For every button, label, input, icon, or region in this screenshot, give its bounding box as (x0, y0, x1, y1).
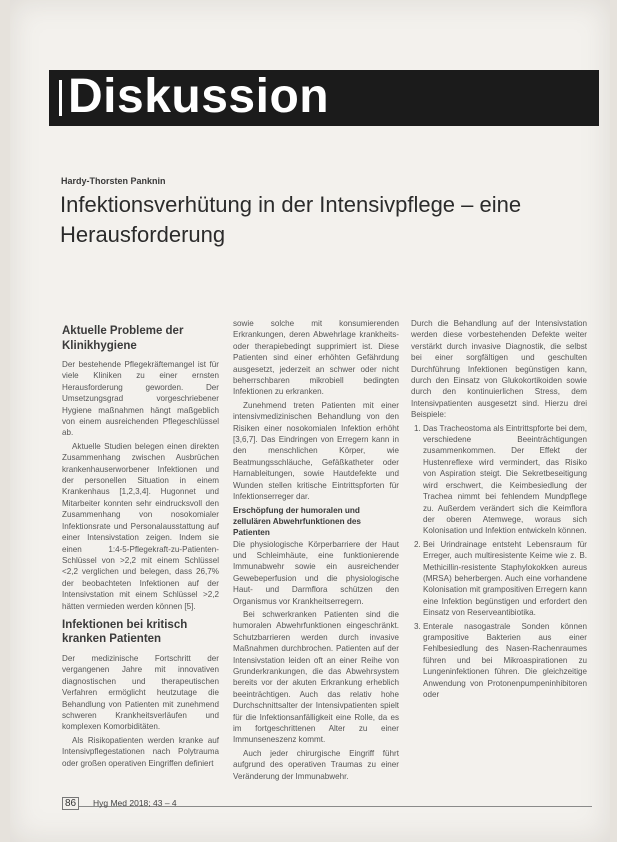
list-item: 2. Bei Urindrainage entsteht Lebensraum für Erreger, auch multiresistente Keime wie z. B. Methicillin-resistente Staphylokokken aureus (MRSA) beherbergen. Auch eine vorhandene Kolonisation mit grampositiven Erregern kann eine Infektion begünstigen und erfordert den Einsatz von Reserveantibiotika. (423, 539, 587, 619)
paragraph: Aktuelle Studien belegen einen direkten Zusammenhang zwischen Ausbrüchen krankenhauserworbener Infektionen und der personellen Situation in einem Krankenhaus [1,2,3,4]. Hugonnet und Mitarbeiter konnten sehr eindrucksvoll den Zusammenhang von nosokomialer Infektionsrate und Personalausstattung auf einer Intensivstation zeigen. Indem sie einen 1:4-5-Pflegekraft-zu-Patienten-Schlüssel von >2,2 mit einem Schlüssel <2,2 verglichen und belegen, dass 26,7% der beobachteten Infektionen auf der Intensivstation mit einem Schlüssel >2,2 hätten vermieden werden können [5]. (62, 441, 219, 611)
text-column-1 (62, 318, 219, 771)
list-item: 3. Enterale nasogastrale Sonden können grampositive Bakterien aus einer Fehlbesiedlung des Nasen-Rachenraumes führen und bei Mikroaspirationen zu Lungeninfektionen führen. Die gleichzeitige Anwendung von Protonenpumpeninhibitoren oder (423, 621, 587, 701)
journal-citation: Hyg Med 2018; 43 – 4 (93, 798, 177, 808)
paragraph: Zunehmend treten Patienten mit einer intensivmedizinischen Behandlung von den Risiken einer nosokomialen Infektion erhöht [3,6,7]. Das Eindringen von Erregern kann in den menschlichen Körper, wie Beatmungsschläuche, Gefäßkatheter oder Harnableitungen, sowie Hautdefekte und Wunden stellen kritische Eintrittspforten für Infektionserreger dar. (233, 400, 399, 502)
paragraph: Der medizinische Fortschritt der vergangenen Jahre mit innovativen diagnostischen und therapeutischen Verfahren ermöglicht heutzutage die Behandlung von Patienten mit zunehmend schweren Krankheitsverläufen und komplexen Komorbiditäten. (62, 653, 219, 732)
paragraph: Der bestehende Pflegekräftemangel ist für viele Kliniken zu einer ernsten Herausforderung geworden. Der Umsetzungsgrad vorgeschriebener Hygiene maßnahmen hängt maßgeblich von einem ausreichenden Pflegeschlüssel ab. (62, 360, 219, 438)
article-author: Hardy-Thorsten Panknin (61, 176, 166, 186)
heading-current-problems: Aktuelle Probleme der Klinikhygiene (62, 325, 184, 352)
paragraph: Auch jeder chirurgische Eingriff führt aufgrund des operativen Traumas zu einer Veränderung der Immunabwehr. (233, 748, 399, 781)
list-item: 1. Das Tracheostoma als Eintrittspforte bei dem, verschiedene Beeinträchtigungen zusammenkommen. Der Effekt der Hustenreflexe wird vermindert, das Risiko von Aspiration steigt. Die Sekretbeseitigung wird erschwert, die Keimbesiedlung der Trachea nimmt bei fehlendem Mundpflege zu. Außerdem verändert sich die Keimflora der oberen Atemwege, woraus sich Kolonisation und Infektion entwickeln können. (423, 423, 587, 537)
text-column-2 (233, 318, 399, 784)
heading-critical-patients: Infektionen bei kritisch kranken Patienten (62, 618, 188, 646)
paragraph: sowie solche mit konsumierenden Erkrankungen, deren Abwehrlage krankheits- oder therapiebedingt supprimiert ist. Diese Patienten sind einer erhöhten Gefährdung ausgesetzt, jederzeit an schwer oder nicht beherrschbaren mikrobiell bedingten Infektionen zu erkranken. (233, 319, 399, 397)
banner-accent-bar (59, 80, 62, 116)
page-number: 86 (62, 797, 79, 810)
subheading-immune-exhaustion: Erschöpfung der humoralen und zellulären Abwehrfunktionen des Patienten (233, 505, 361, 537)
paragraph: Als Risikopatienten werden kranke auf Intensivpflegestationen nach Polytrauma oder großen operativen Eingriffen definiert (62, 735, 219, 768)
paragraph: Bei schwerkranken Patienten sind die humoralen Abwehrfunktionen eingeschränkt. Schutzbarrieren werden durch invasive Maßnahmen durchbrochen. Patienten auf der Intensivstation leiden oft an einer Reihe von Grunderkrankungen, die das Abwehrsystem bereits vor der akuten Erkrankung erheblich beeinträchtigen. Auch das relativ hohe Durchschnittsalter der Intensivpatienten spielt für die Infektionsanfälligkeit eine Rolle, da es im fortgeschrittenen Alter zu einer Immunseneszenz kommt. (233, 609, 399, 745)
paragraph: Durch die Behandlung auf der Intensivstation werden diese vorbestehenden Defekte weiter verstärkt durch invasive Diagnostik, die selbst bei einer sorgfältigen und geschulten Durchführung Infektionen begünstigen kann, durch den Einsatz von Glukokortikoiden sowie durch den kontinuierlichen Stress, dem Intensivpatienten ausgesetzt sind. Hierzu drei Beispiele: (411, 319, 587, 420)
section-title: Diskussion (68, 70, 330, 123)
paragraph: Die physiologische Körperbarriere der Haut und Schleimhäute, eine funktionierende Immunabwehr sowie ein ausreichender Gewebeperfusion und die physiologische Haut- und Darmflora schützen den Organismus vor Krankheitserregern. (233, 539, 399, 606)
text-column-3 (411, 318, 587, 702)
numbered-list (411, 423, 587, 701)
article-title: Infektionsverhütung in der Intensivpflege – eine Herausforderung (60, 192, 522, 247)
